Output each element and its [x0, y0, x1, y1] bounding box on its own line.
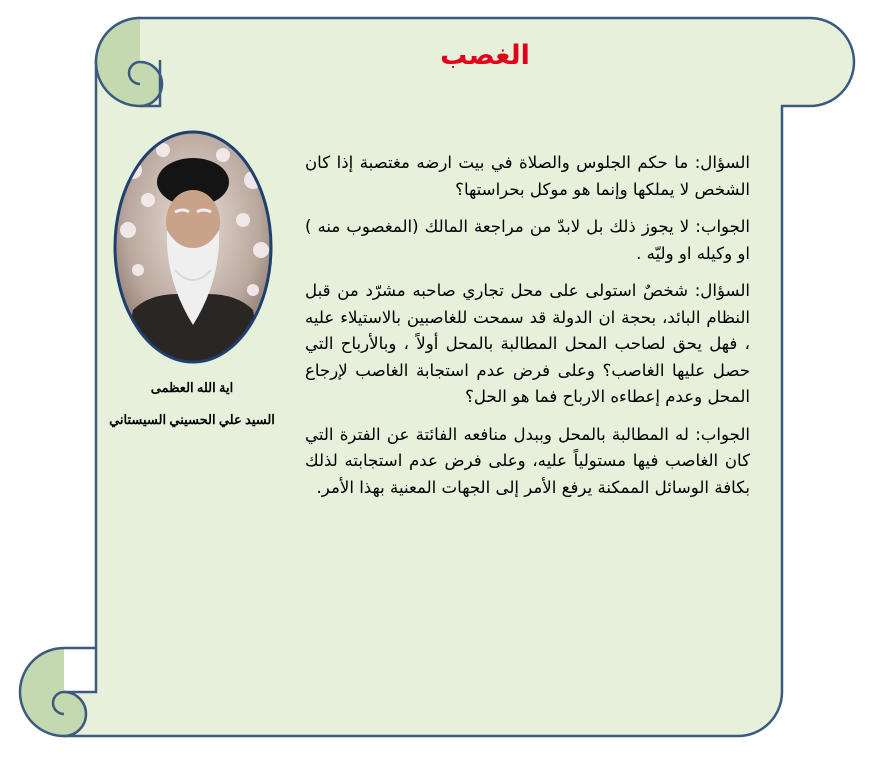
question-1: السؤال: ما حكم الجلوس والصلاة في بيت ارضه مغتصبة إذا كان الشخص لا يملكها وإنما هو موكل بحراستها؟ [305, 153, 750, 199]
answer-1: الجواب: لا يجوز ذلك بل لابدّ من مراجعة المالك (المغصوب منه ) او وكيله او وليّه . [305, 217, 750, 263]
caption-name: السيد علي الحسيني السيستاني [109, 412, 275, 427]
portrait-image [113, 130, 273, 365]
answer-2: الجواب: له المطالبة بالمحل وببدل منافعه الفائتة عن الفترة التي كان الغاصب فيها مستولياً عليه، وعلى فرض عدم استجابته لذلك بكافة الوسائل الممكنة يرفع الأمر إلى الجهات المعنية بهذا الأمر. [305, 424, 750, 497]
caption-title: اية الله العظمى [150, 380, 234, 395]
qa-text [305, 150, 750, 512]
question-2: السؤال: شخصٌ استولى على محل تجاري صاحبه مشرّد من قبل النظام البائد، بحجة ان الدولة قد سمحت للغاصبين بالاستيلاء عليه ، فهل يحق لصاحب المحل المطالبة بالمحل أولاً ، وبالأرباح التي حصل عليها الغاصب؟ وعلى فرض عدم استجابة الغاصب لإرجاع المحل وعدم إعطاءه الارباح فما هو الحل؟ [305, 281, 750, 406]
page-title: الغصب [440, 40, 530, 71]
